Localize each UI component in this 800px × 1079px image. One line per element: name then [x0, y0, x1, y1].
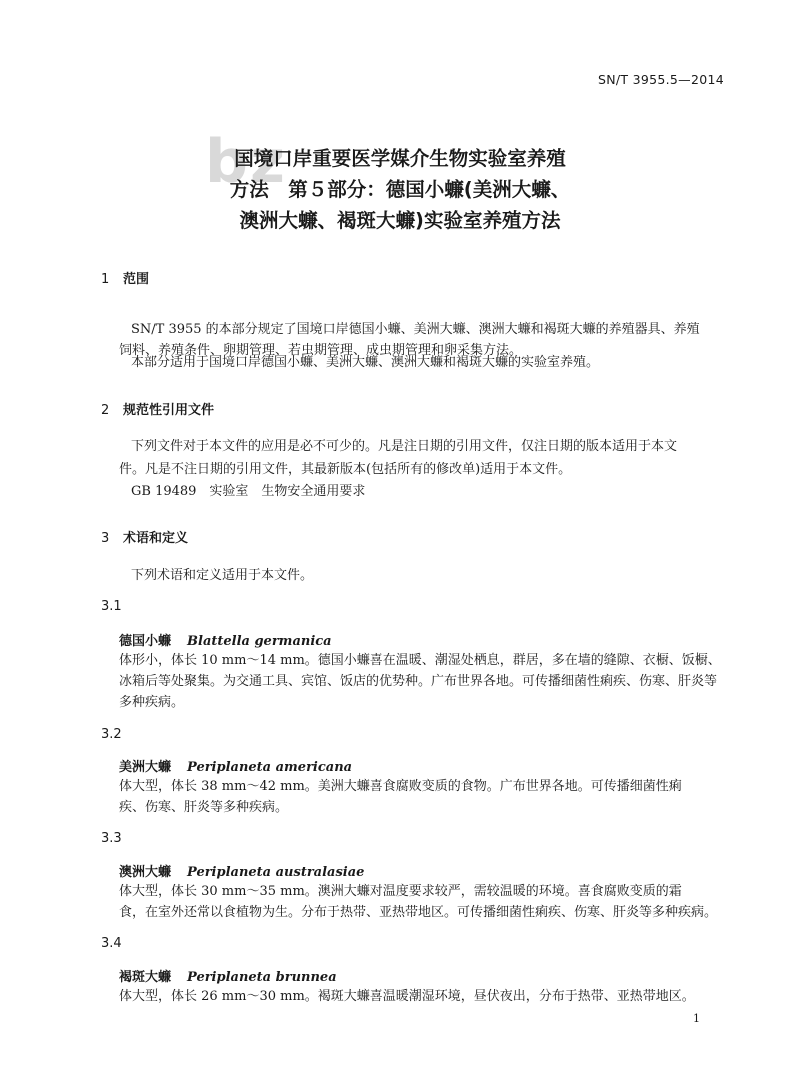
term-chinese-name: 褐斑大蠊: [119, 970, 172, 985]
title-line-2: 方法 第５部分：德国小蠊(美洲大蠊、: [229, 178, 571, 201]
text-line: 体大型，体长 26 mm～30 mm。褐斑大蠊喜温暖潮湿环境，昼伏夜出，分布于热带、亚热带地区。: [119, 989, 695, 1004]
section-number: 2: [101, 403, 110, 418]
term-3-4-definition: [119, 986, 719, 1007]
term-latin-name: Blattella germanica: [187, 634, 332, 649]
term-latin-name: Periplaneta americana: [187, 760, 353, 775]
section-title: 术语和定义: [123, 531, 189, 546]
term-3-2: [119, 756, 352, 775]
text-line: 多种疾病。: [119, 695, 185, 710]
text-line: 体大型，体长 38 mm～42 mm。美洲大蠊喜食腐败变质的食物。广布世界各地。可传播细菌性痢: [119, 779, 682, 794]
text-line: 饲料、养殖条件、卵期管理、若虫期管理、成虫期管理和卵采集方法。: [119, 343, 523, 358]
title-line-3: 澳洲大蠊、褐斑大蠊)实验室养殖方法: [239, 209, 561, 232]
document-title: [0, 143, 800, 236]
text-line: 下列文件对于本文件的应用是必不可少的。凡是注日期的引用文件，仅注日期的版本适用于本文: [131, 439, 678, 454]
title-line-1: 国境口岸重要医学媒介生物实验室养殖: [234, 147, 566, 170]
term-chinese-name: 美洲大蠊: [119, 760, 172, 775]
term-3-4: [119, 966, 337, 985]
normative-reference: [131, 481, 731, 502]
section-2-paragraph-1-cont: [119, 459, 719, 480]
text-line: SN/T 3955 的本部分规定了国境口岸德国小蠊、美洲大蠊、澳洲大蠊和褐斑大蠊的养殖器具、养殖: [131, 322, 700, 337]
page-number: 1: [693, 1012, 700, 1025]
section-1-paragraph-2: [131, 352, 731, 373]
text-line: 冰箱后等处聚集。为交通工具、宾馆、饭店的优势种。广布世界各地。可传播细菌性痢疾、伤寒、肝炎等: [119, 674, 718, 689]
term-3-2-definition: [119, 776, 719, 818]
watermark: bz: [205, 127, 287, 197]
text-line: 体形小，体长 10 mm～14 mm。德国小蠊喜在温暖、潮湿处栖息，群居，多在墙的缝隙、衣橱、饭橱、: [119, 653, 721, 668]
text-line: 疾、伤寒、肝炎等多种疾病。: [119, 800, 289, 815]
text-line: 食，在室外还常以食植物为生。分布于热带、亚热带地区。可传播细菌性痢疾、伤寒、肝炎等多种疾病。: [119, 905, 718, 920]
section-number: 1: [101, 272, 110, 287]
section-number: 3: [101, 531, 110, 546]
term-number: 3.1: [101, 599, 122, 614]
term-chinese-name: 德国小蠊: [119, 634, 172, 649]
term-number: 3.4: [101, 936, 122, 951]
section-3-paragraph-1: [131, 565, 731, 586]
term-chinese-name: 澳洲大蠊: [119, 865, 172, 880]
term-latin-name: Periplaneta brunnea: [187, 970, 337, 985]
term-latin-name: Periplaneta australasiae: [187, 865, 365, 880]
section-1-paragraph-1: [131, 319, 731, 340]
term-number: 3.3: [101, 831, 122, 846]
section-2-paragraph-1: [131, 436, 731, 457]
text-line: 体大型，体长 30 mm～35 mm。澳洲大蠊对温度要求较严，需较温暖的环境。喜食腐败变质的霜: [119, 884, 682, 899]
text-line: 下列术语和定义适用于本文件。: [131, 568, 314, 583]
section-1-heading: [101, 268, 149, 287]
section-title: 规范性引用文件: [123, 403, 215, 418]
term-3-1: [119, 630, 332, 649]
section-2-heading: [101, 399, 214, 418]
term-3-1-definition: [119, 650, 719, 713]
standard-code: SN/T 3955.5—2014: [598, 72, 724, 87]
text-line: 本部分适用于国境口岸德国小蠊、美洲大蠊、澳洲大蠊和褐斑大蠊的实验室养殖。: [131, 355, 600, 370]
text-line: 件。凡是不注日期的引用文件，其最新版本(包括所有的修改单)适用于本文件。: [119, 462, 572, 477]
term-3-3: [119, 861, 364, 880]
term-3-3-definition: [119, 881, 719, 923]
term-number: 3.2: [101, 727, 122, 742]
section-3-heading: [101, 527, 188, 546]
section-title: 范围: [123, 272, 150, 287]
text-line: GB 19489 实验室 生物安全通用要求: [131, 484, 366, 499]
